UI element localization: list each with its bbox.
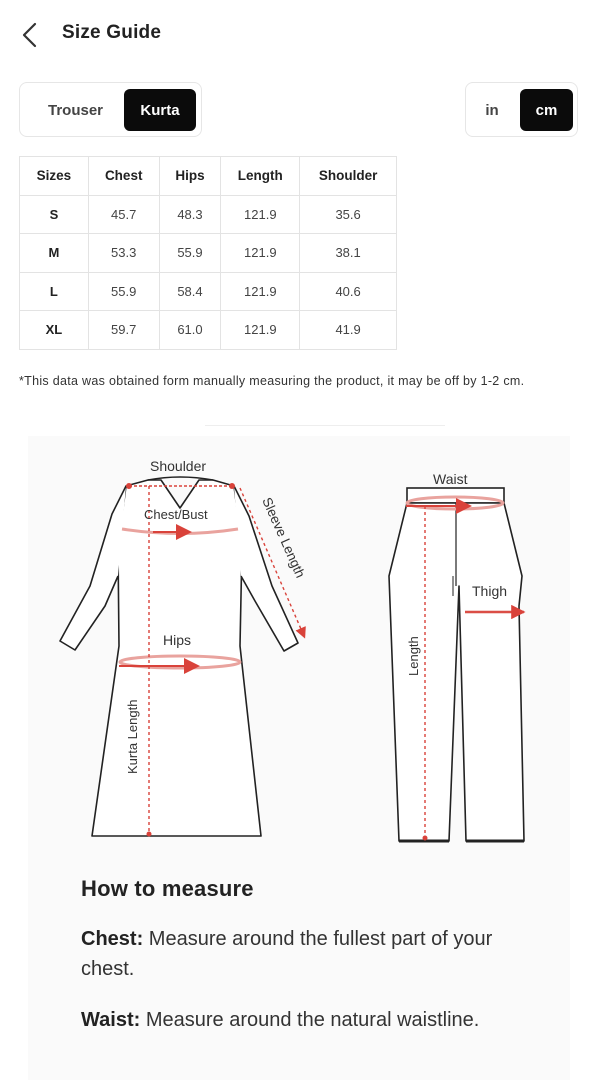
column-header: Sizes bbox=[20, 157, 89, 196]
measurement-diagram bbox=[28, 436, 570, 856]
measure-item-chest bbox=[81, 924, 521, 984]
table-cell: 48.3 bbox=[159, 195, 221, 234]
table-cell: 121.9 bbox=[221, 311, 300, 350]
label-thigh: Thigh bbox=[472, 583, 508, 599]
size-table bbox=[19, 156, 397, 350]
table-cell: S bbox=[20, 195, 89, 234]
table-cell: 38.1 bbox=[300, 234, 397, 273]
label-waist: Waist bbox=[433, 471, 468, 487]
table-cell: 45.7 bbox=[88, 195, 159, 234]
table-row bbox=[20, 195, 397, 234]
table-row bbox=[20, 311, 397, 350]
table-header-row bbox=[20, 157, 397, 196]
unit-toggle bbox=[465, 82, 578, 137]
measure-item-waist bbox=[81, 1005, 521, 1035]
table-cell: L bbox=[20, 272, 89, 311]
page-title: Size Guide bbox=[62, 22, 162, 43]
back-button[interactable] bbox=[18, 20, 46, 50]
measure-panel bbox=[28, 436, 570, 1080]
label-sleeve-length: Sleeve Length bbox=[259, 495, 309, 581]
column-header: Chest bbox=[88, 157, 159, 196]
column-header: Length bbox=[221, 157, 300, 196]
table-cell: 40.6 bbox=[300, 272, 397, 311]
table-cell: 121.9 bbox=[221, 234, 300, 273]
table-cell: 53.3 bbox=[88, 234, 159, 273]
measurement-note: *This data was obtained form manually measuring the product, it may be off by 1-2 cm. bbox=[19, 374, 525, 388]
label-hips: Hips bbox=[163, 632, 192, 648]
garment-toggle bbox=[19, 82, 202, 137]
table-cell: 35.6 bbox=[300, 195, 397, 234]
table-cell: 55.9 bbox=[159, 234, 221, 273]
tab-kurta[interactable]: Kurta bbox=[124, 89, 196, 131]
tab-trouser[interactable]: Trouser bbox=[47, 101, 104, 119]
column-header: Hips bbox=[159, 157, 221, 196]
table-cell: 121.9 bbox=[221, 272, 300, 311]
measure-description: Measure around the fullest part of your chest. bbox=[81, 928, 493, 980]
chevron-left-icon bbox=[18, 20, 46, 50]
table-cell: XL bbox=[20, 311, 89, 350]
table-cell: M bbox=[20, 234, 89, 273]
measure-description: Measure around the natural waistline. bbox=[140, 1009, 480, 1031]
table-cell: 41.9 bbox=[300, 311, 397, 350]
table-cell: 121.9 bbox=[221, 195, 300, 234]
label-kurta-length: Kurta Length bbox=[125, 699, 140, 774]
unit-in-button[interactable]: in bbox=[485, 101, 499, 119]
table-row bbox=[20, 272, 397, 311]
label-shoulder: Shoulder bbox=[150, 458, 207, 474]
label-trouser-length: Length bbox=[406, 636, 421, 676]
measure-term: Waist: bbox=[81, 1009, 141, 1031]
table-cell: 59.7 bbox=[88, 311, 159, 350]
unit-cm-button[interactable]: cm bbox=[520, 89, 573, 131]
table-row bbox=[20, 234, 397, 273]
measure-term: Chest: bbox=[81, 928, 144, 950]
header bbox=[0, 0, 599, 70]
table-cell: 55.9 bbox=[88, 272, 159, 311]
label-chest: Chest/Bust bbox=[144, 507, 208, 522]
table-cell: 58.4 bbox=[159, 272, 221, 311]
divider bbox=[205, 425, 445, 426]
how-to-measure-title: How to measure bbox=[81, 876, 254, 901]
column-header: Shoulder bbox=[300, 157, 397, 196]
table-cell: 61.0 bbox=[159, 311, 221, 350]
